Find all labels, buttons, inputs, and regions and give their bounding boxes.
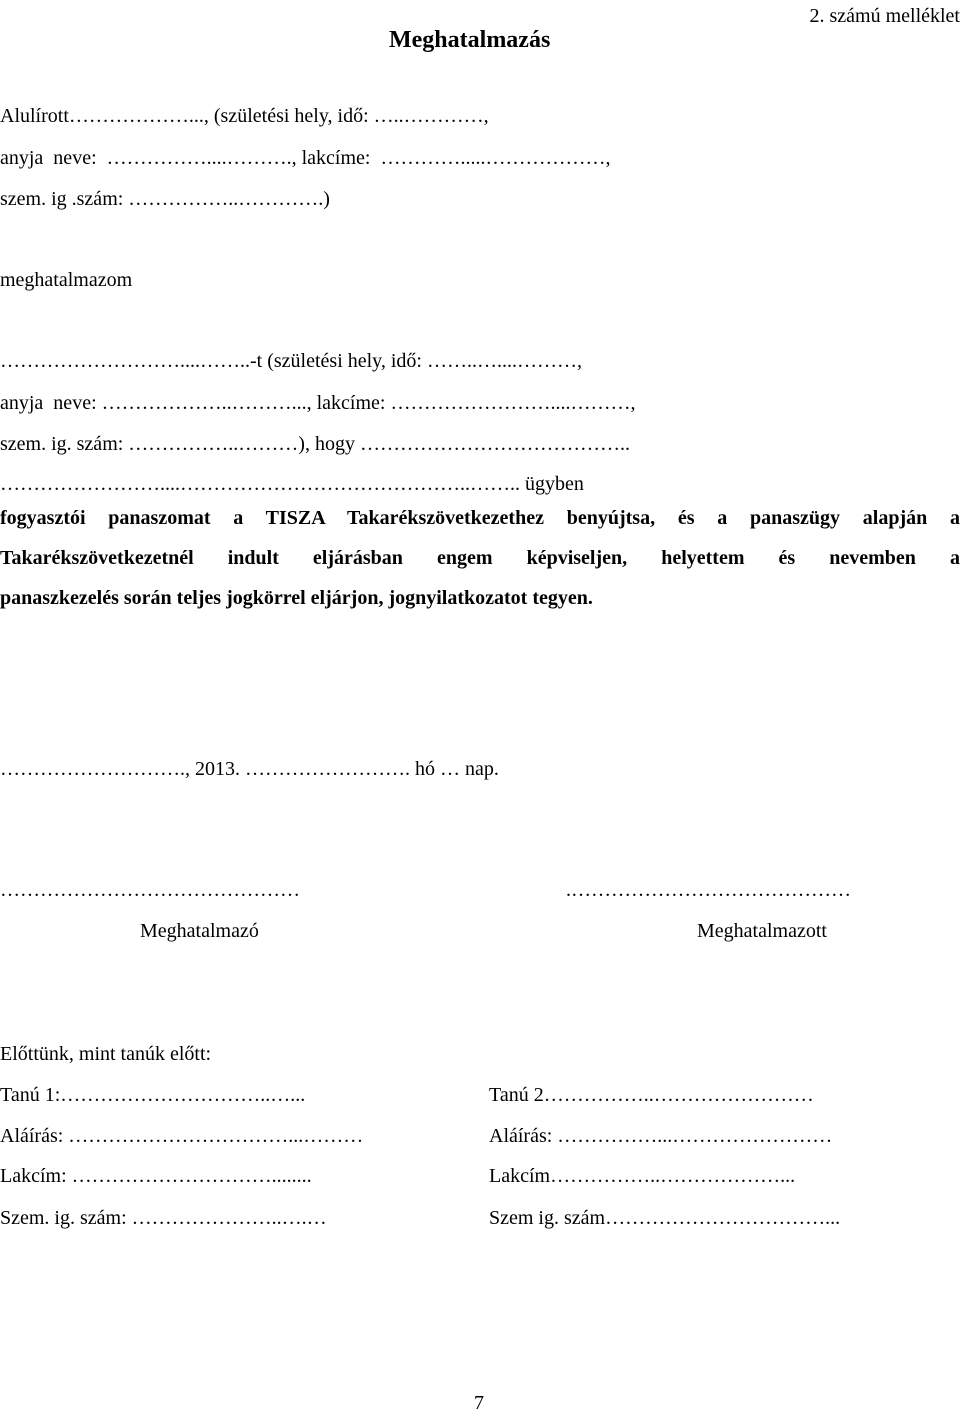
witness-1-name: Tanú 1:…………………………..…... — [0, 1084, 306, 1106]
date-line: ………………………., 2013. ……………………. hó … nap. — [0, 758, 499, 780]
grantor-line-1: Alulírott………………..., (születési hely, idő: …..…………, — [0, 105, 489, 127]
page-number: 7 — [474, 1392, 484, 1414]
grantee-line-4: ……………………....……………………………………..…….. ügyben — [0, 473, 584, 495]
witnesses-heading: Előttünk, mint tanúk előtt: — [0, 1043, 212, 1065]
paragraph-line: panaszkezelés során teljes jogkörrel eljárjon, jognyilatkozatot tegyen. — [0, 587, 593, 609]
witness-2-address: Lakcím……………..………………... — [489, 1165, 796, 1187]
witness-1-address: Lakcím: …………………………........ — [0, 1165, 312, 1187]
signature-label-grantee: Meghatalmazott — [697, 920, 827, 942]
witness-1-signature: Aláírás: ……………………………...……… — [0, 1125, 364, 1147]
grantee-line-3: szem. ig. szám: ……………..………), hogy ………………………………….. — [0, 433, 630, 455]
witness-2-signature: Aláírás: ……………...…………………… — [489, 1125, 833, 1147]
signature-dots-right: .…………………………………… — [566, 879, 851, 901]
authorization-paragraph — [0, 498, 960, 618]
grantee-line-2: anyja neve: ………………..………..., lakcíme: ……………………....………, — [0, 392, 636, 414]
grantee-line-1: ………………………....……..-t (születési hely, idő: ……..…....………, — [0, 350, 582, 372]
grantor-line-2: anyja neve: ……………....………., lakcíme: ………….....………………, — [0, 147, 611, 169]
authorize-word: meghatalmazom — [0, 269, 133, 291]
witness-2-id-number: Szem ig. szám……………………………... — [489, 1207, 841, 1229]
signature-dots-left: ……………………………………… — [0, 879, 300, 901]
witness-1-id-number: Szem. ig. szám: …………………..….… — [0, 1207, 327, 1229]
annex-label: 2. számú melléklet — [809, 5, 960, 27]
document-title: Meghatalmazás — [389, 27, 551, 53]
paragraph-line: Takarékszövetkezetnél indult eljárásban engem képviseljen, helyettem és nevemben a — [0, 547, 960, 569]
paragraph-line: fogyasztói panaszomat a TISZA Takarékszövetkezethez benyújtsa, és a panaszügy alapján a — [0, 507, 960, 529]
grantor-line-3: szem. ig .szám: ……………..………….) — [0, 188, 330, 210]
witness-2-name: Tanú 2……………..…………………… — [489, 1084, 814, 1106]
signature-label-grantor: Meghatalmazó — [140, 920, 259, 942]
